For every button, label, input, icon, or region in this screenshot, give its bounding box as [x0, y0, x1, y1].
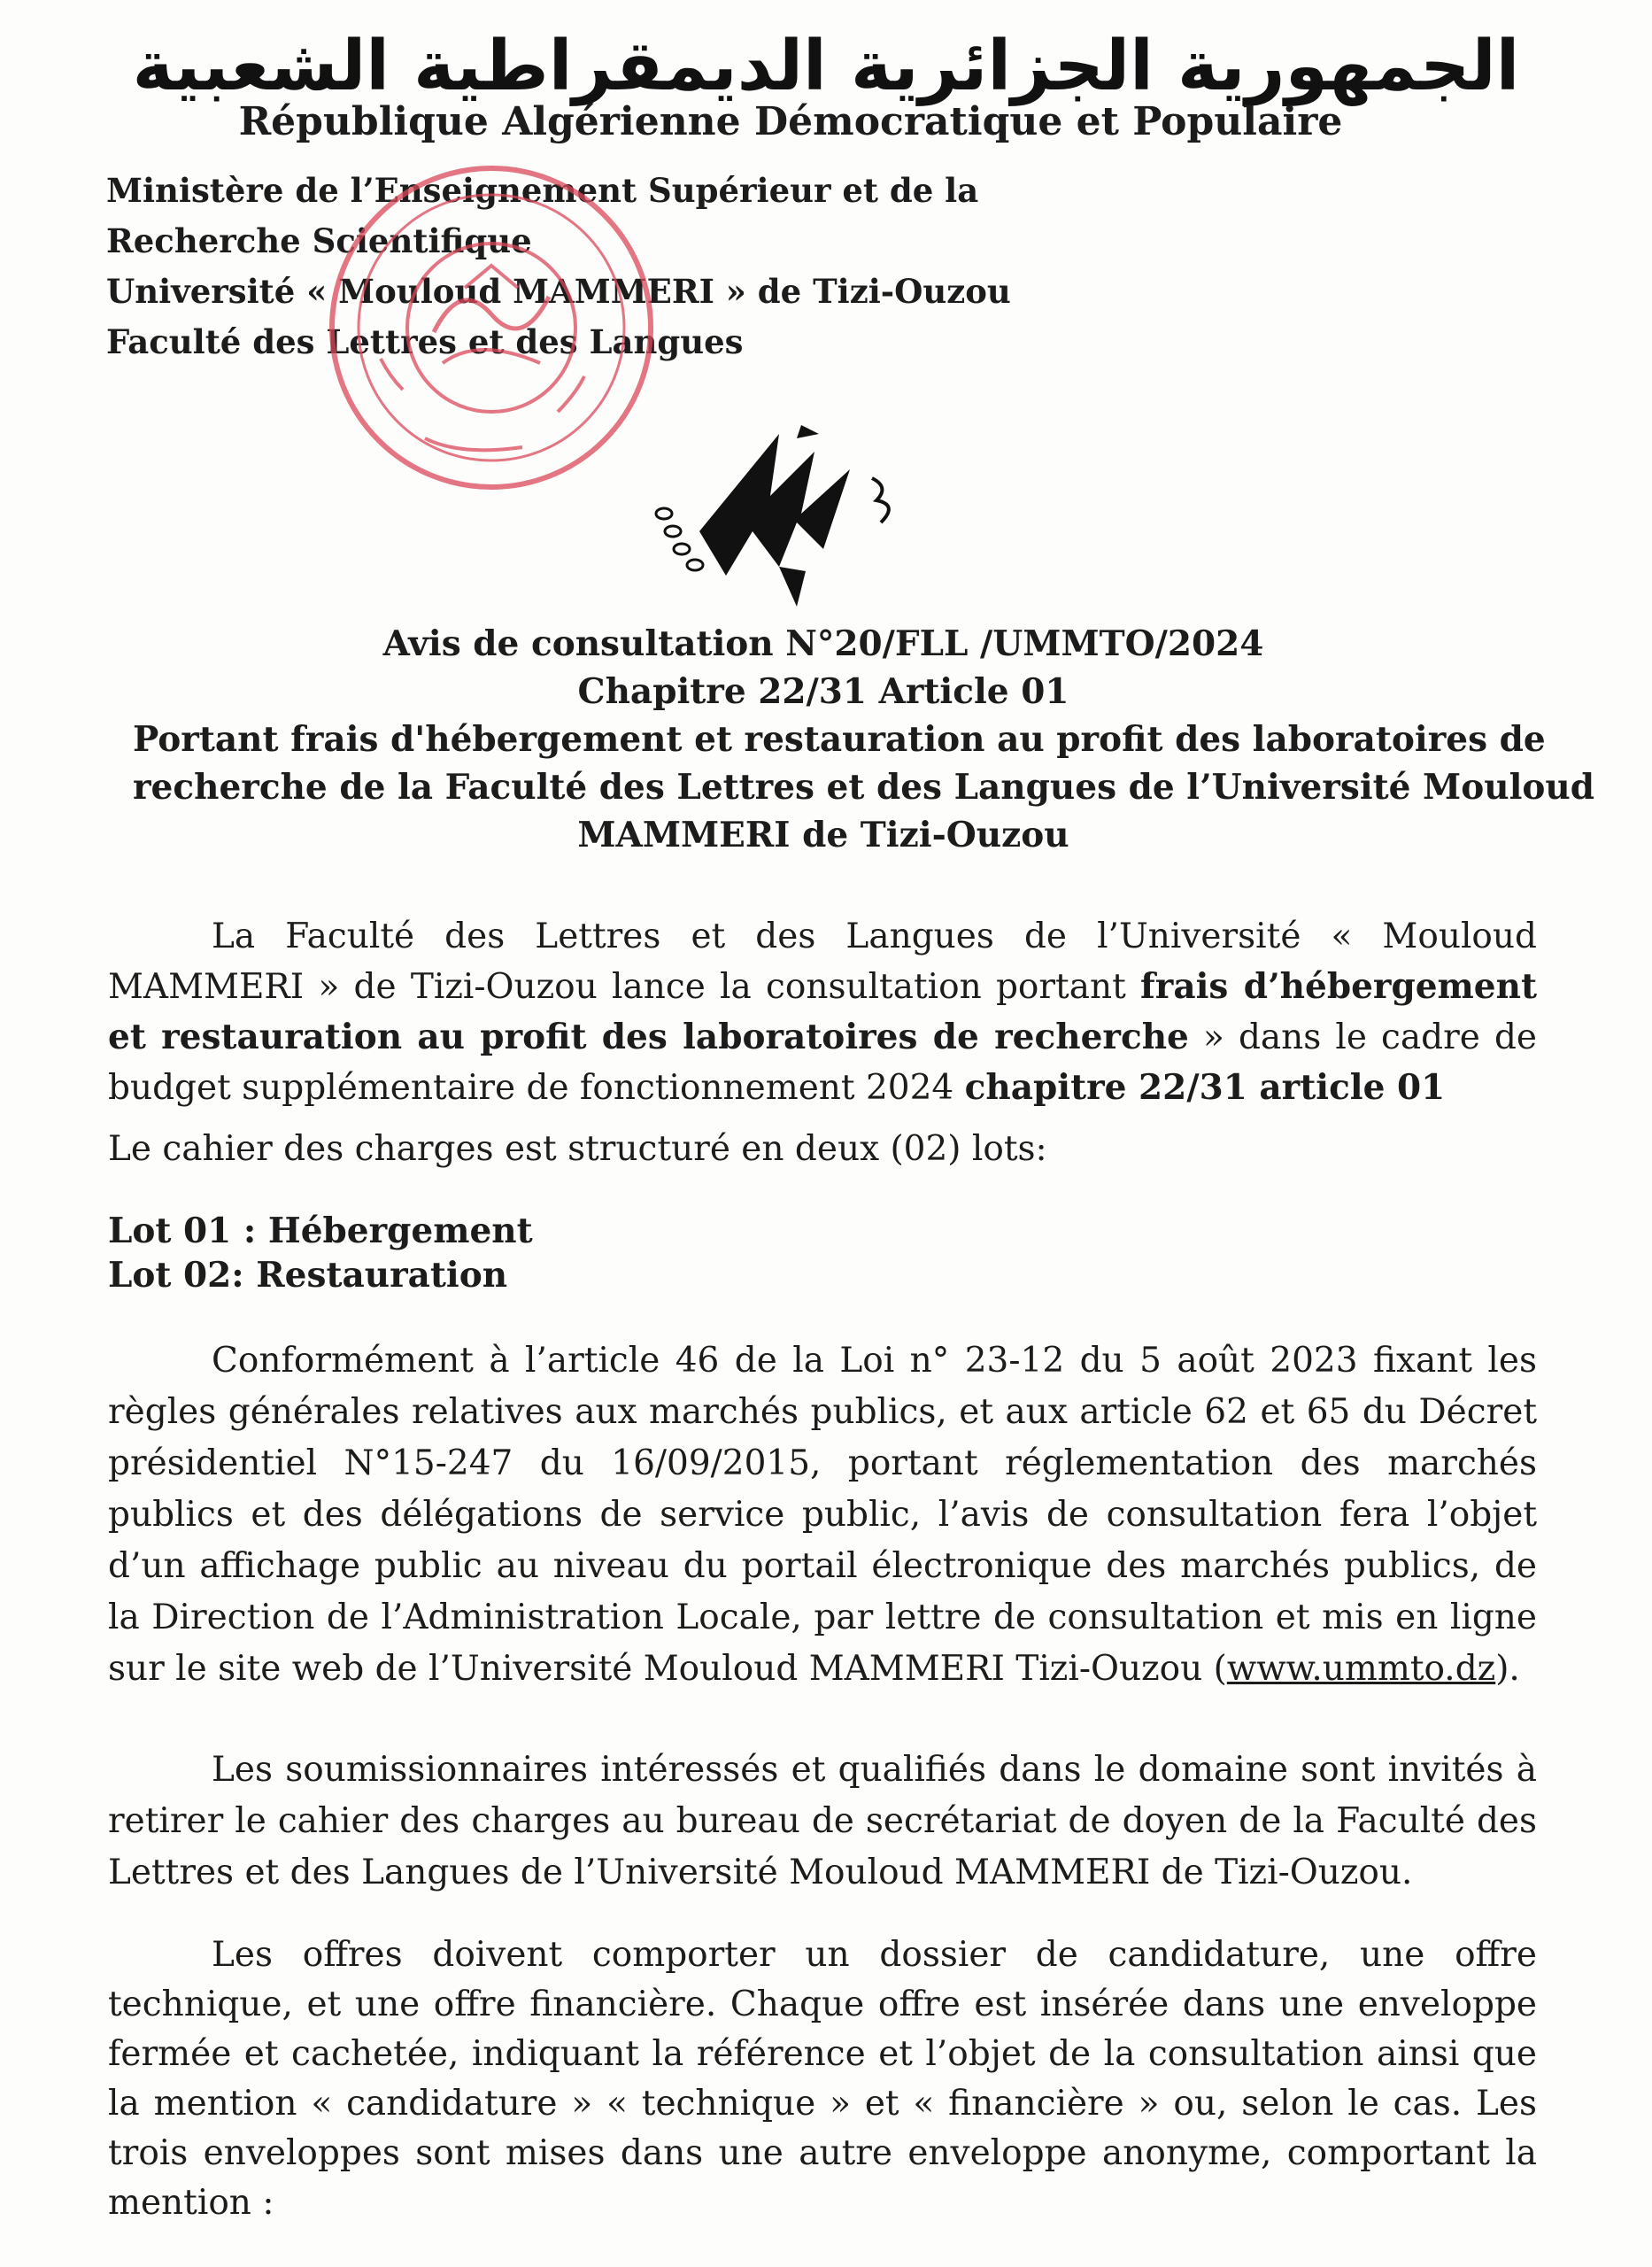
- arabic-header: الجمهورية الجزائرية الديمقراطية الشعبية: [132, 27, 1520, 106]
- p1-text-a: La Faculté des Lettres et des Langues de l’Université « Mouloud MAMMERI » de Tizi-Ouzou lance la consultation portant: [108, 917, 1537, 1007]
- republic-title: République Algérienne Démocratique et Populaire: [238, 99, 1343, 144]
- heading-line-5: MAMMERI de Tizi-Ouzou: [577, 815, 1069, 855]
- university-logo-icon: [646, 416, 930, 611]
- paragraph-4: Les soumissionnaires intéressés et qualifiés dans le domaine sont invités à retirer le cahier des charges au bureau de secrétariat de doyen de la Faculté des Lettres et des Langues de l’Université Mouloud MAMMERI de Tizi-Ouzou.: [108, 1750, 1537, 1892]
- p3-text-a: Conformément à l’article 46 de la Loi n° 23-12 du 5 août 2023 fixant les règles générales relatives aux marchés publics, et aux article 62 et 65 du Décret présidentiel N°15-247 du 16/09/2015, portant réglementation des marchés publics et des délégations de service public, l’avis de consultation fera l’objet d’un affichage public au niveau du portail électronique des marchés publics, de la Direction de l’Administration Locale, par lettre de consultation et mis en ligne sur le site web de l’Université Mouloud MAMMERI Tizi-Ouzou (: [108, 1341, 1537, 1689]
- lot-1: Lot 01 : Hébergement: [108, 1211, 533, 1251]
- p3-text-c: ).: [1495, 1649, 1520, 1689]
- heading-line-1: Avis de consultation N°20/FLL /UMMTO/2024: [382, 623, 1264, 664]
- heading-line-2: Chapitre 22/31 Article 01: [577, 671, 1069, 712]
- heading-line-3: Portant frais d'hébergement et restauration au profit des laboratoires de: [133, 719, 1546, 760]
- paragraph-5: Les offres doivent comporter un dossier de candidature, une offre technique, et une offre financière. Chaque offre est insérée dans une enveloppe fermée et cachetée, indiquant la référence et l’objet de la consultation ainsi que la mention « candidature » « technique » et « financière » ou, selon le cas. Les trois enveloppes sont mises dans une autre enveloppe anonyme, comportant la mention :: [108, 1935, 1537, 2223]
- website-link[interactable]: www.ummto.dz: [1226, 1649, 1496, 1689]
- heading-line-4: recherche de la Faculté des Lettres et des Langues de l’Université Mouloud: [133, 767, 1595, 808]
- faculty-name: Faculté des Lettres et des Langues: [106, 322, 744, 361]
- p1-bold-chapter: chapitre 22/31 article 01: [964, 1067, 1446, 1108]
- paragraph-1: [108, 912, 1537, 1113]
- official-stamp-icon: [319, 155, 664, 500]
- p1-bold-subject: frais d’hébergement et restauration au profit des laboratoires de recherche: [108, 966, 1537, 1057]
- paragraph-3: [108, 1335, 1537, 1695]
- university-name: Université « Mouloud MAMMERI » de Tizi-Ouzou: [106, 272, 1011, 311]
- ministry-line-2: Recherche Scientifique: [106, 221, 532, 260]
- paragraph-2: Le cahier des charges est structuré en deux (02) lots:: [108, 1129, 1047, 1169]
- ministry-line-1: Ministère de l’Enseignement Supérieur et de la: [106, 171, 979, 210]
- notice-heading: [133, 620, 1595, 859]
- p1-text-c: » dans le cadre de budget supplémentaire de fonctionnement 2024: [108, 1017, 1537, 1108]
- lot-2: Lot 02: Restauration: [108, 1255, 508, 1296]
